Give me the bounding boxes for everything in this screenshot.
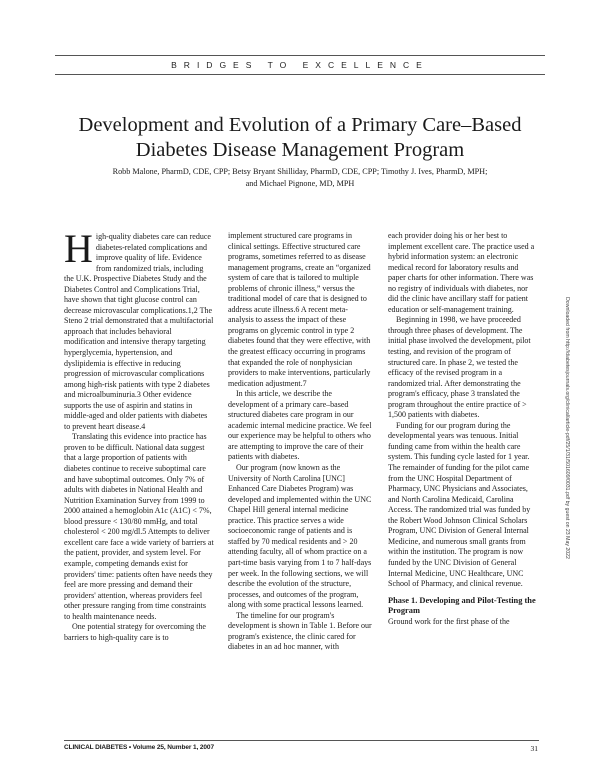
authors-line-1: Robb Malone, PharmD, CDE, CPP; Betsy Bryant Shilliday, PharmD, CDE, CPP; Timothy J. Ives, PharmD, MPH; [112, 167, 488, 176]
footer-divider [64, 740, 539, 741]
title-line-1: Development and Evolution of a Primary Care–Based [78, 114, 522, 136]
authors-line-2: and Michael Pignone, MD, MPH [245, 179, 355, 188]
paragraph: igh-quality diabetes care can reduce diabetes-related complications and improve quality of life. Evidence from randomized trials, including the U.K. Prospective Diabetes Study and the Diabetes Control and Complications Trial, have shown that tight glucose control can decrease microvascular complications.1,2 The Steno 2 trial demonstrated that a multifactorial approach that includes behavioral modification and intensive therapy targeting hyperglycemia, hypertension, and dyslipidemia is effective in reducing progression of microvascular complications among high-risk patients with type 2 diabetes and microalbuminuria.3 Other evidence supports the use of aspirin and statins in middle-aged and older patients with diabetes to prevent heart disease.4 [64, 232, 214, 431]
body-column-1 [64, 226, 214, 643]
journal-citation: CLINICAL DIABETES • Volume 25, Number 1, 2007 [64, 744, 214, 751]
paragraph: In this article, we describe the development of a primary care–based structured diabetes care program in our academic internal medicine practice. We feel our experience may be helpful to others who are attempting to improve the care of their patients with diabetes. [228, 389, 372, 462]
paragraph: Translating this evidence into practice has proven to be difficult. National data suggest that a large proportion of patients with diabetes continue to receive suboptimal care and have suboptimal outcomes. Only 7% of adults with diabetes in National Health and Nutrition Examination Survey from 1999 to 2000 attained a hemoglobin A1c (A1C) < 7%, blood pressure < 130/80 mmHg, and total cholesterol < 200 mg/dl.5 Attempts to deliver excellent care face a wide variety of barriers at the patient, provider, and system level. For example, competing demands exist for providers' time: patients often have needs they feel are more pressing and demand their providers' attention, whereas providers feel other pressure ranging from time constraints to health maintenance needs. [64, 432, 214, 621]
download-notice-text: Downloaded from http://diabetesjournals.org/clinical/article-pdf/25/1/31/501609/0031.pdf by guest on 23 May 2022 [564, 297, 570, 559]
paragraph: The timeline for our program's development is shown in Table 1. Before our program's existence, the clinic cared for diabetes in an ad hoc manner, with [228, 610, 372, 652]
download-notice [557, 240, 570, 620]
paragraph: each provider doing his or her best to implement excellent care. The practice used a hybrid information system: an electronic medical record for laboratory results and paper charts for other information. There was no registry of individuals with diabetes, nor did the clinic have ancillary staff for patient education or self-management training. [388, 231, 535, 314]
body-column-2 [228, 231, 373, 653]
paragraph: Our program (now known as the University of North Carolina [UNC] Enhanced Care Diabetes Program) was developed and implemented within the UNC Chapel Hill general internal medicine practice. This practice serves a wide socioeconomic range of patients and is staffed by 70 medical residents and > 20 attending faculty, all of whom practice on a part-time basis varying from 1 to 7 half-days per week. In the following sections, we will describe the evolution of the structure, processes, and outcomes of the program, along with some practical lessons learned. [228, 463, 372, 610]
paragraph: implement structured care programs in clinical settings. Effective structured care programs, sometimes referred to as disease management programs, create an “organized system of care that is tailored to multiple problems of chronic illness,” versus the traditional model of care that is designed to address acute illness.6 A recent meta-analysis to assess the impact of these programs on glycemic control in type 2 diabetes found that they were effective, with the greatest efficacy occurring in programs that expanded the role of nonphysician providers to make interventions, particularly medication adjustment.7 [228, 231, 371, 388]
section-heading: Phase 1. Developing and Pilot-Testing the Program [388, 595, 536, 616]
section-banner: BRIDGES TO EXCELLENCE [55, 55, 545, 75]
author-list [60, 166, 540, 190]
paragraph: Funding for our program during the developmental years was tenuous. Initial funding came from within the health care system. This funding cycle lasted for 1 year. The remainder of funding for the pilot came from the UNC Hospital Department of Pharmacy, UNC Physicians and Associates, and North Carolina Medicaid, Carolina Access. The randomized trial was funded by the Robert Wood Johnson Clinical Scholars Program, UNC Division of General Internal Medicine, and numerous small grants from within the institution. The program is now funded by the UNC Division of General Internal Medicine, UNC Healthcare, UNC School of Pharmacy, and clinical revenue. [388, 420, 531, 589]
page-number: 31 [530, 744, 538, 753]
article-title [40, 113, 560, 163]
drop-cap: H [64, 226, 93, 271]
body-column-3 [388, 231, 538, 627]
paragraph: One potential strategy for overcoming the barriers to high-quality care is to [64, 622, 206, 642]
title-line-2: Diabetes Disease Management Program [135, 139, 465, 161]
paragraph: Beginning in 1998, we have proceeded through three phases of development. The initial phase involved the development, pilot testing, and revision of the program of structured care. In phase 2, we tested the efficacy of the revised program in a randomized trial. After demonstrating the program's efficacy, phase 3 translated the program throughout the entire practice of > 1,500 patients with diabetes. [388, 315, 531, 420]
paragraph: Ground work for the first phase of the [388, 616, 510, 626]
